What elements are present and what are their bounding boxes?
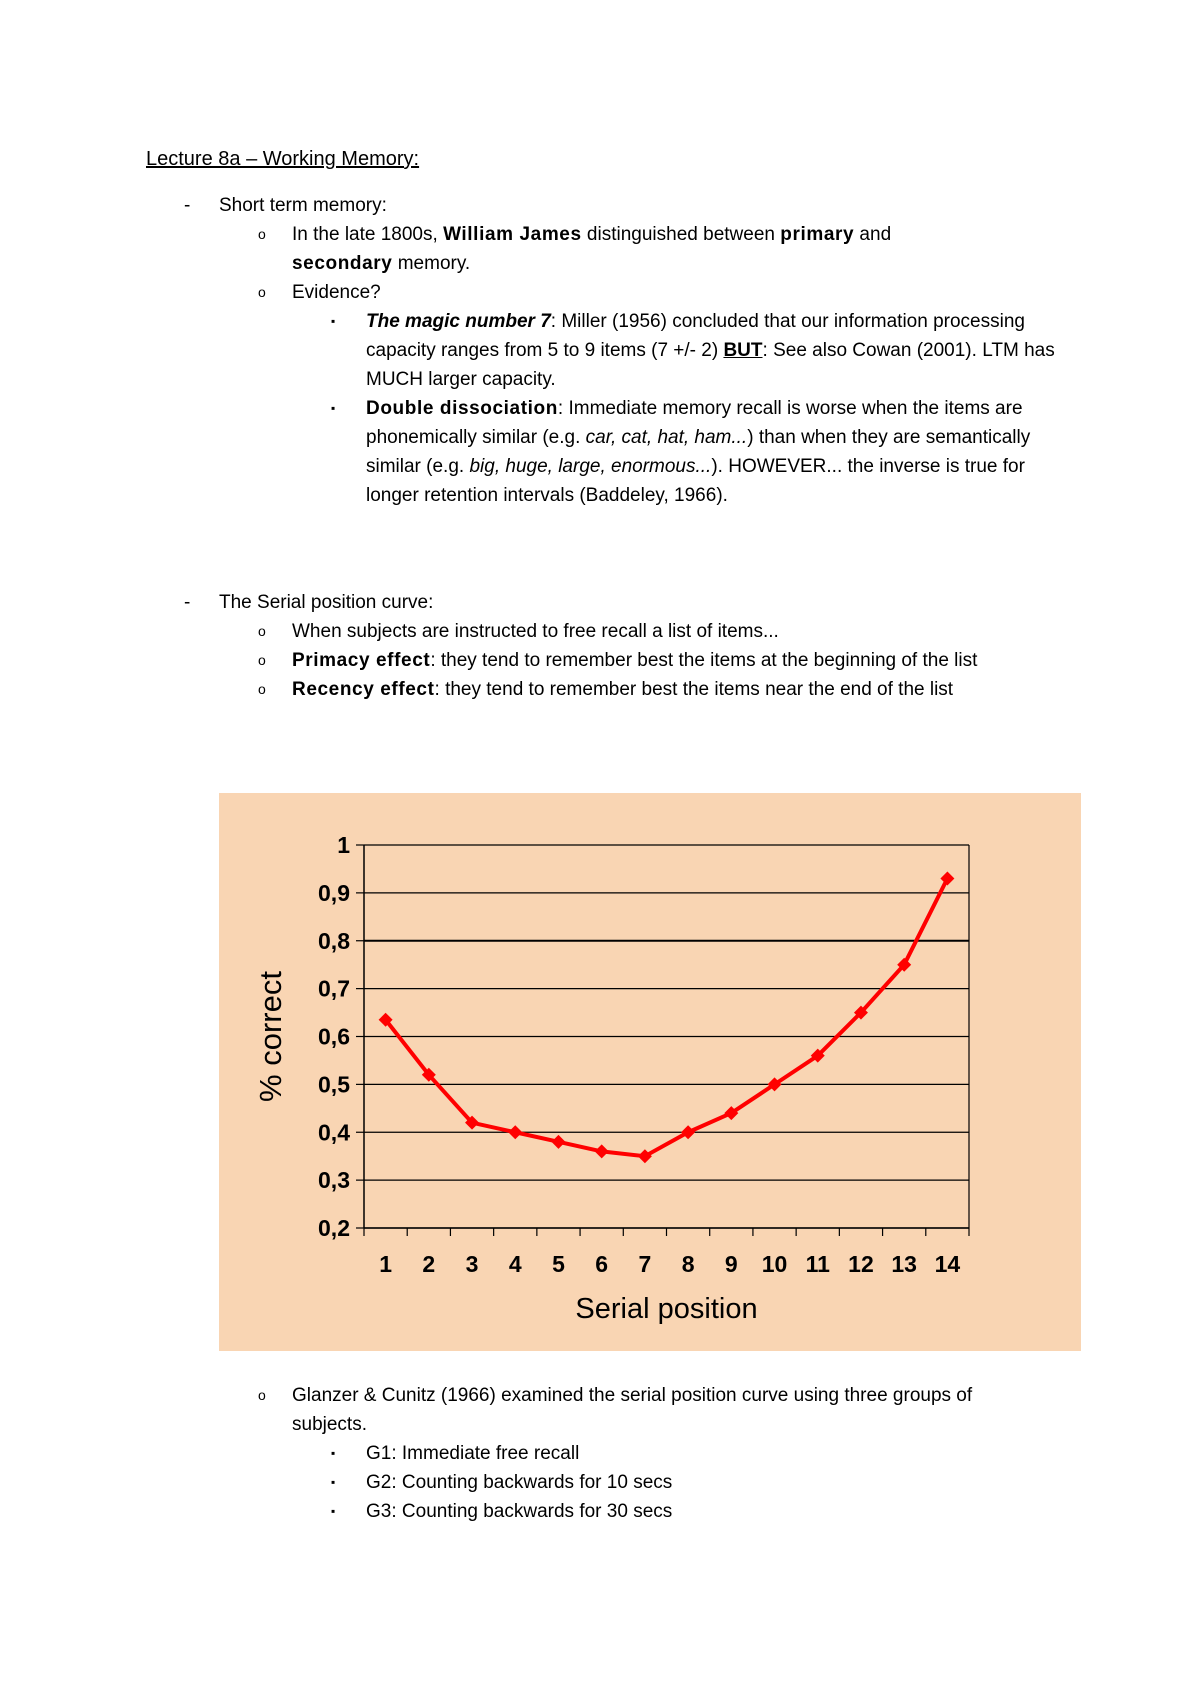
x-tick-label: 14 bbox=[934, 1251, 961, 1277]
list-item: o Recency effect: they tend to remember best the items near the end of the list bbox=[0, 675, 1200, 704]
y-tick-label: 0,3 bbox=[318, 1167, 350, 1194]
x-tick-label: 8 bbox=[681, 1251, 695, 1277]
list-item: ▪ G3: Counting backwards for 30 secs bbox=[0, 1497, 1200, 1526]
x-tick-label: 12 bbox=[848, 1251, 874, 1277]
x-tick-label: 13 bbox=[891, 1251, 917, 1277]
y-tick-label: 0,8 bbox=[318, 927, 350, 954]
y-tick-label: 0,2 bbox=[318, 1215, 350, 1241]
list-item bbox=[0, 278, 1200, 307]
square-bullet: ▪ bbox=[331, 401, 336, 415]
evidence-label: Evidence? bbox=[292, 282, 381, 303]
y-tick-label: 0,7 bbox=[318, 975, 350, 1002]
list-item: o Primacy effect: they tend to remember best the items at the beginning of the list bbox=[0, 646, 1200, 675]
x-tick-label: 6 bbox=[595, 1251, 609, 1277]
bold-term: Double dissociation bbox=[366, 398, 558, 419]
italic-example: car, cat, hat, ham... bbox=[585, 427, 748, 448]
data-point bbox=[551, 1135, 565, 1149]
x-axis-label: Serial position bbox=[575, 1293, 758, 1325]
dash-bullet: - bbox=[184, 195, 191, 216]
bold-italic-term: The magic number 7 bbox=[366, 311, 551, 332]
square-bullet: ▪ bbox=[331, 1446, 336, 1460]
section-short-term-memory bbox=[0, 191, 1200, 510]
circle-bullet: o bbox=[258, 226, 266, 242]
y-axis-label: % correct bbox=[253, 971, 288, 1102]
list-item: ▪ G2: Counting backwards for 10 secs bbox=[0, 1468, 1200, 1497]
circle-bullet: o bbox=[258, 652, 266, 668]
x-tick-label: 4 bbox=[508, 1251, 522, 1277]
x-tick-label: 10 bbox=[761, 1251, 788, 1277]
y-tick-label: 1 bbox=[337, 832, 350, 858]
dash-bullet: - bbox=[184, 592, 191, 613]
list-item: ▪ Double dissociation: Immediate memory recall is worse when the items are phonemically similar (e.g. car, cat, hat, ham...) than when they are semantically similar (e.g. big, huge, large, enormous...). HOWEVER... the inverse is true for longer retention intervals (Baddeley, 1966). bbox=[0, 394, 1200, 510]
list-item: ▪ G1: Immediate free recall bbox=[0, 1439, 1200, 1468]
square-bullet: ▪ bbox=[331, 1504, 336, 1518]
x-tick-label: 2 bbox=[422, 1251, 436, 1277]
section-serial-position bbox=[0, 588, 1200, 704]
list-item: o In the late 1800s, William James distinguished between primary and secondary memory. bbox=[0, 220, 1200, 278]
section-heading: Short term memory: bbox=[219, 195, 387, 216]
x-tick-label: 5 bbox=[552, 1251, 565, 1277]
list-item: o When subjects are instructed to free recall a list of items... bbox=[0, 617, 1200, 646]
x-tick-label: 3 bbox=[465, 1251, 479, 1277]
page-title: Lecture 8a – Working Memory: bbox=[146, 148, 420, 170]
list-item bbox=[0, 191, 1200, 220]
circle-bullet: o bbox=[258, 681, 266, 697]
y-tick-label: 0,9 bbox=[318, 879, 350, 906]
circle-bullet: o bbox=[258, 1387, 266, 1403]
chart-svg bbox=[219, 793, 1081, 1351]
square-bullet: ▪ bbox=[331, 1475, 336, 1489]
bold-underlined-term: BUT bbox=[723, 340, 763, 361]
list-item: o Glanzer & Cunitz (1966) examined the serial position curve using three groups of subjects. bbox=[0, 1381, 1200, 1439]
list-item: ▪ The magic number 7: Miller (1956) concluded that our information processing capacity ranges from 5 to 9 items (7 +/- 2) BUT: See also Cowan (2001). LTM has MUCH larger capacity. bbox=[0, 307, 1200, 394]
data-point bbox=[940, 872, 954, 886]
y-tick-label: 0,5 bbox=[318, 1071, 350, 1098]
serial-position-chart bbox=[219, 793, 1081, 1351]
x-tick-label: 11 bbox=[805, 1251, 830, 1277]
data-point bbox=[595, 1144, 609, 1158]
x-tick-label: 7 bbox=[638, 1251, 652, 1277]
bold-term: Primacy effect bbox=[292, 650, 431, 671]
y-tick-label: 0,6 bbox=[318, 1023, 350, 1050]
square-bullet: ▪ bbox=[331, 314, 336, 328]
list-item bbox=[0, 588, 1200, 617]
bold-term: secondary bbox=[292, 253, 393, 274]
bold-term: primary bbox=[780, 224, 855, 245]
data-point bbox=[508, 1125, 522, 1139]
italic-example: big, huge, large, enormous... bbox=[469, 456, 712, 477]
x-tick-label: 1 bbox=[379, 1251, 393, 1277]
bold-term: Recency effect bbox=[292, 679, 435, 700]
section-glanzer bbox=[0, 1381, 1200, 1526]
section-heading: The Serial position curve: bbox=[219, 592, 434, 613]
y-tick-label: 0,4 bbox=[318, 1119, 350, 1146]
circle-bullet: o bbox=[258, 284, 266, 300]
bold-term: William James bbox=[443, 224, 582, 245]
circle-bullet: o bbox=[258, 623, 266, 639]
x-tick-label: 9 bbox=[724, 1251, 738, 1277]
